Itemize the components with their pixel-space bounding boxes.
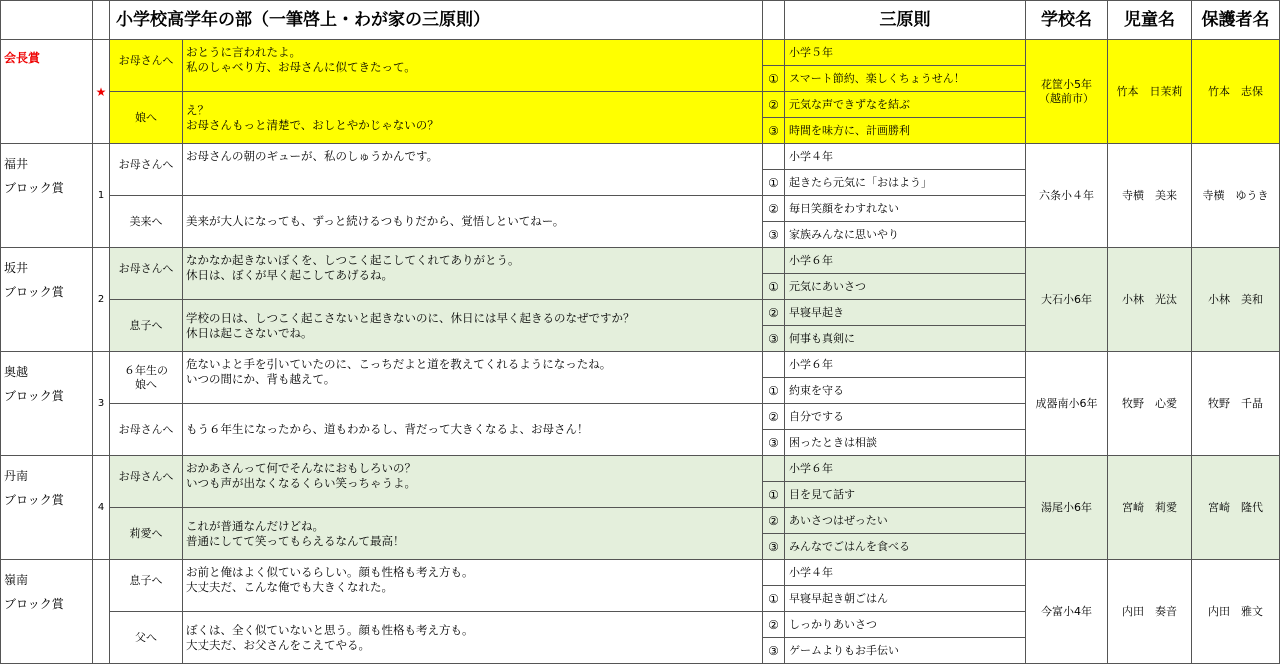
child-name: 宮崎 莉愛 (1108, 456, 1192, 560)
rule-number: ③ (763, 430, 785, 456)
table-row (1, 456, 1280, 482)
parent-name: 竹本 志保 (1192, 40, 1280, 144)
school-name: 今富小4年 (1026, 560, 1108, 664)
recipient: 父へ (110, 612, 183, 664)
message: 学校の日は、しつこく起こさないと起きないのに、休日には早く起きるのなぜですか？ 休日は起こさないでね。 (183, 300, 763, 352)
rule-number: ② (763, 508, 785, 534)
recipient: 息子へ (110, 560, 183, 612)
star-icon: ★ (93, 40, 110, 144)
rule-text: 早寝早起き朝ごはん (785, 586, 1026, 612)
message: これが普通なんだけどね。 普通にしてて笑ってもらえるなんて最高！ (183, 508, 763, 560)
page-title: 小学校高学年の部（一筆啓上・わが家の三原則） (110, 1, 763, 40)
rule-text: 家族みんなに思いやり (785, 222, 1026, 248)
rule-number: ① (763, 378, 785, 404)
rule-text: 起きたら元気に「おはよう」 (785, 170, 1026, 196)
recipient: 美来へ (110, 196, 183, 248)
rule-text: ゲームよりもお手伝い (785, 638, 1026, 664)
rule-text: スマート節約、楽しくちょうせん！ (785, 66, 1026, 92)
grade: 小学４年 (785, 560, 1026, 586)
rule-number (763, 144, 785, 170)
message: 美来が大人になっても、ずっと続けるつもりだから、覚悟しといてねー。 (183, 196, 763, 248)
message: もう６年生になったから、道もわかるし、背だって大きくなるよ、お母さん！ (183, 404, 763, 456)
header-blank-mark (93, 1, 110, 40)
rule-number: ① (763, 66, 785, 92)
entry-number: 3 (93, 352, 110, 456)
grade: 小学６年 (785, 248, 1026, 274)
rule-text: 自分でする (785, 404, 1026, 430)
rule-number: ③ (763, 118, 785, 144)
grade: 小学６年 (785, 352, 1026, 378)
message: 危ないよと手を引いていたのに、こっちだよと道を教えてくれるようになったね。 いつの間にか、背も越えて。 (183, 352, 763, 404)
rule-number: ② (763, 196, 785, 222)
school-name: 成器南小6年 (1026, 352, 1108, 456)
child-name: 寺横 美来 (1108, 144, 1192, 248)
rule-number: ③ (763, 638, 785, 664)
message: おかあさんって何でそんなにおもしろいの？ いつも声が出なくなるくらい笑っちゃうよ。 (183, 456, 763, 508)
header-blank-num (763, 1, 785, 40)
award-name: 坂井 ブロック賞 (1, 248, 93, 352)
table-row (1, 144, 1280, 170)
child-name: 牧野 心愛 (1108, 352, 1192, 456)
rule-text: あいさつはぜったい (785, 508, 1026, 534)
recipient: お母さんへ (110, 404, 183, 456)
table-row (1, 40, 1280, 66)
rule-number: ① (763, 586, 785, 612)
child-name: 竹本 日茉莉 (1108, 40, 1192, 144)
award-name: 会長賞 (1, 40, 93, 144)
rule-text: 約束を守る (785, 378, 1026, 404)
rule-text: 目を見て話す (785, 482, 1026, 508)
parent-name: 牧野 千晶 (1192, 352, 1280, 456)
rule-number: ① (763, 274, 785, 300)
entry-number: 4 (93, 456, 110, 560)
rule-number: ③ (763, 534, 785, 560)
rule-text: 元気な声できずなを結ぶ (785, 92, 1026, 118)
table-row (1, 248, 1280, 274)
grade: 小学４年 (785, 144, 1026, 170)
recipient: お母さんへ (110, 144, 183, 196)
entry-number: 1 (93, 144, 110, 248)
recipient: お母さんへ (110, 248, 183, 300)
child-name: 内田 奏音 (1108, 560, 1192, 664)
rule-number (763, 40, 785, 66)
rule-number (763, 456, 785, 482)
message: お前と俺はよく似ているらしい。顔も性格も考え方も。 大丈夫だ、こんな俺でも大きくなれた。 (183, 560, 763, 612)
rule-text: 困ったときは相談 (785, 430, 1026, 456)
school-name: 湯尾小6年 (1026, 456, 1108, 560)
recipient: ６年生の 娘へ (110, 352, 183, 404)
school-name: 六条小４年 (1026, 144, 1108, 248)
parent-name: 宮崎 隆代 (1192, 456, 1280, 560)
recipient: お母さんへ (110, 456, 183, 508)
rule-number: ② (763, 404, 785, 430)
message: ぼくは、全く似ていないと思う。顔も性格も考え方も。 大丈夫だ、お父さんをこえてやる。 (183, 612, 763, 664)
header-row (1, 1, 1280, 40)
rule-number: ① (763, 482, 785, 508)
header-child: 児童名 (1108, 1, 1192, 40)
entry-number: 2 (93, 248, 110, 352)
entry-number (93, 560, 110, 664)
recipient: お母さんへ (110, 40, 183, 92)
message: え？ お母さんもっと清楚で、おしとやかじゃないの？ (183, 92, 763, 144)
header-blank (1, 1, 93, 40)
rule-text: 時間を味方に、計画勝利 (785, 118, 1026, 144)
recipient: 莉愛へ (110, 508, 183, 560)
rule-number (763, 560, 785, 586)
award-name: 福井 ブロック賞 (1, 144, 93, 248)
rule-number: ③ (763, 222, 785, 248)
recipient: 息子へ (110, 300, 183, 352)
grade: 小学５年 (785, 40, 1026, 66)
rule-number: ② (763, 612, 785, 638)
rule-text: しっかりあいさつ (785, 612, 1026, 638)
grade: 小学６年 (785, 456, 1026, 482)
parent-name: 小林 美和 (1192, 248, 1280, 352)
header-school: 学校名 (1026, 1, 1108, 40)
recipient: 娘へ (110, 92, 183, 144)
rule-number: ② (763, 92, 785, 118)
parent-name: 内田 雅文 (1192, 560, 1280, 664)
rule-text: 毎日笑顔をわすれない (785, 196, 1026, 222)
parent-name: 寺横 ゆうき (1192, 144, 1280, 248)
message: おとうに言われたよ。 私のしゃべり方、お母さんに似てきたって。 (183, 40, 763, 92)
award-name: 奥越 ブロック賞 (1, 352, 93, 456)
message: なかなか起きないぼくを、しつこく起こしてくれてありがとう。 休日は、ぼくが早く起こしてあげるね。 (183, 248, 763, 300)
rule-text: 何事も真剣に (785, 326, 1026, 352)
rule-text: みんなでごはんを食べる (785, 534, 1026, 560)
rule-text: 早寝早起き (785, 300, 1026, 326)
rule-number: ③ (763, 326, 785, 352)
child-name: 小林 光汰 (1108, 248, 1192, 352)
table-row (1, 352, 1280, 378)
rule-number: ② (763, 300, 785, 326)
rule-number (763, 248, 785, 274)
message: お母さんの朝のギューが、私のしゅうかんです。 (183, 144, 763, 196)
table-row (1, 560, 1280, 586)
header-rules: 三原則 (785, 1, 1026, 40)
rule-text: 元気にあいさつ (785, 274, 1026, 300)
rule-number: ① (763, 170, 785, 196)
award-name: 丹南 ブロック賞 (1, 456, 93, 560)
school-name: 大石小6年 (1026, 248, 1108, 352)
rule-number (763, 352, 785, 378)
header-parent: 保護者名 (1192, 1, 1280, 40)
award-name: 嶺南 ブロック賞 (1, 560, 93, 664)
school-name: 花筐小5年 （越前市） (1026, 40, 1108, 144)
